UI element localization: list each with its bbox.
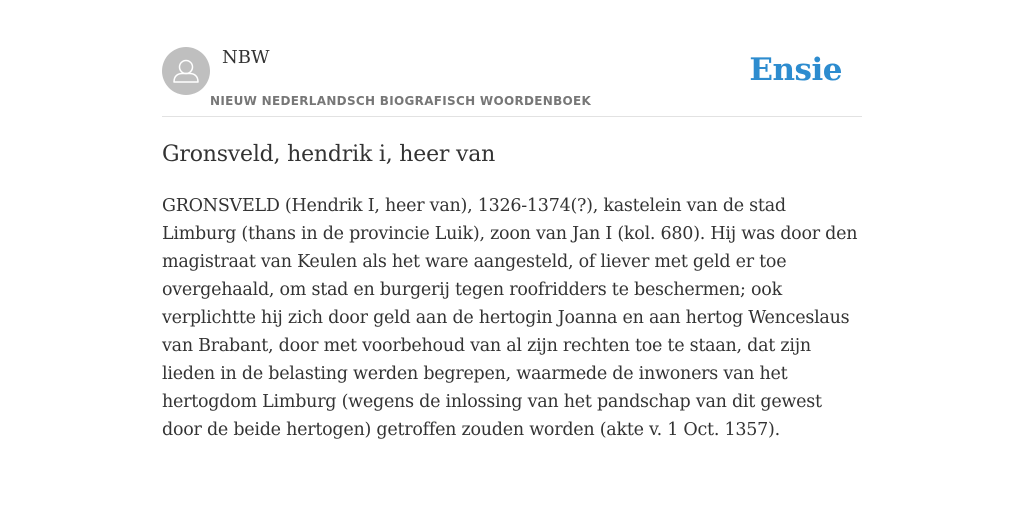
source-header [162, 46, 862, 117]
article-body: GRONSVELD (Hendrik I, heer van), 1326-1374(?), kastelein van de stad Limburg (thans in de provincie Luik), zoon van Jan I (kol. 680). Hij was door den magistraat van Keulen als het ware aangesteld, of liever met geld er toe overgehaald, om stad en burgerij tegen roofridders te beschermen; ook verplichtte hij zich door geld aan de hertogin Joanna en aan hertog Wenceslaus van Brabant, door met voorbehoud van al zijn rechten toe te staan, dat zijn lieden in de belasting werden begrepen, waarmede de inwoners van het hertogdom Limburg (wegens de inlossing van het pandschap van dit gewest door de beide hertogen) getroffen zouden worden (akte v. 1 Oct. 1357). [162, 196, 858, 440]
ensie-logo[interactable]: Ensie [749, 52, 842, 88]
article-title: Gronsveld, hendrik i, heer van [162, 142, 496, 167]
user-avatar-icon[interactable] [162, 47, 210, 95]
source-full-name: NIEUW NEDERLANDSCH BIOGRAFISCH WOORDENBOEK [210, 94, 592, 108]
user-outline-icon [162, 47, 210, 95]
source-abbreviation[interactable]: NBW [222, 47, 270, 68]
